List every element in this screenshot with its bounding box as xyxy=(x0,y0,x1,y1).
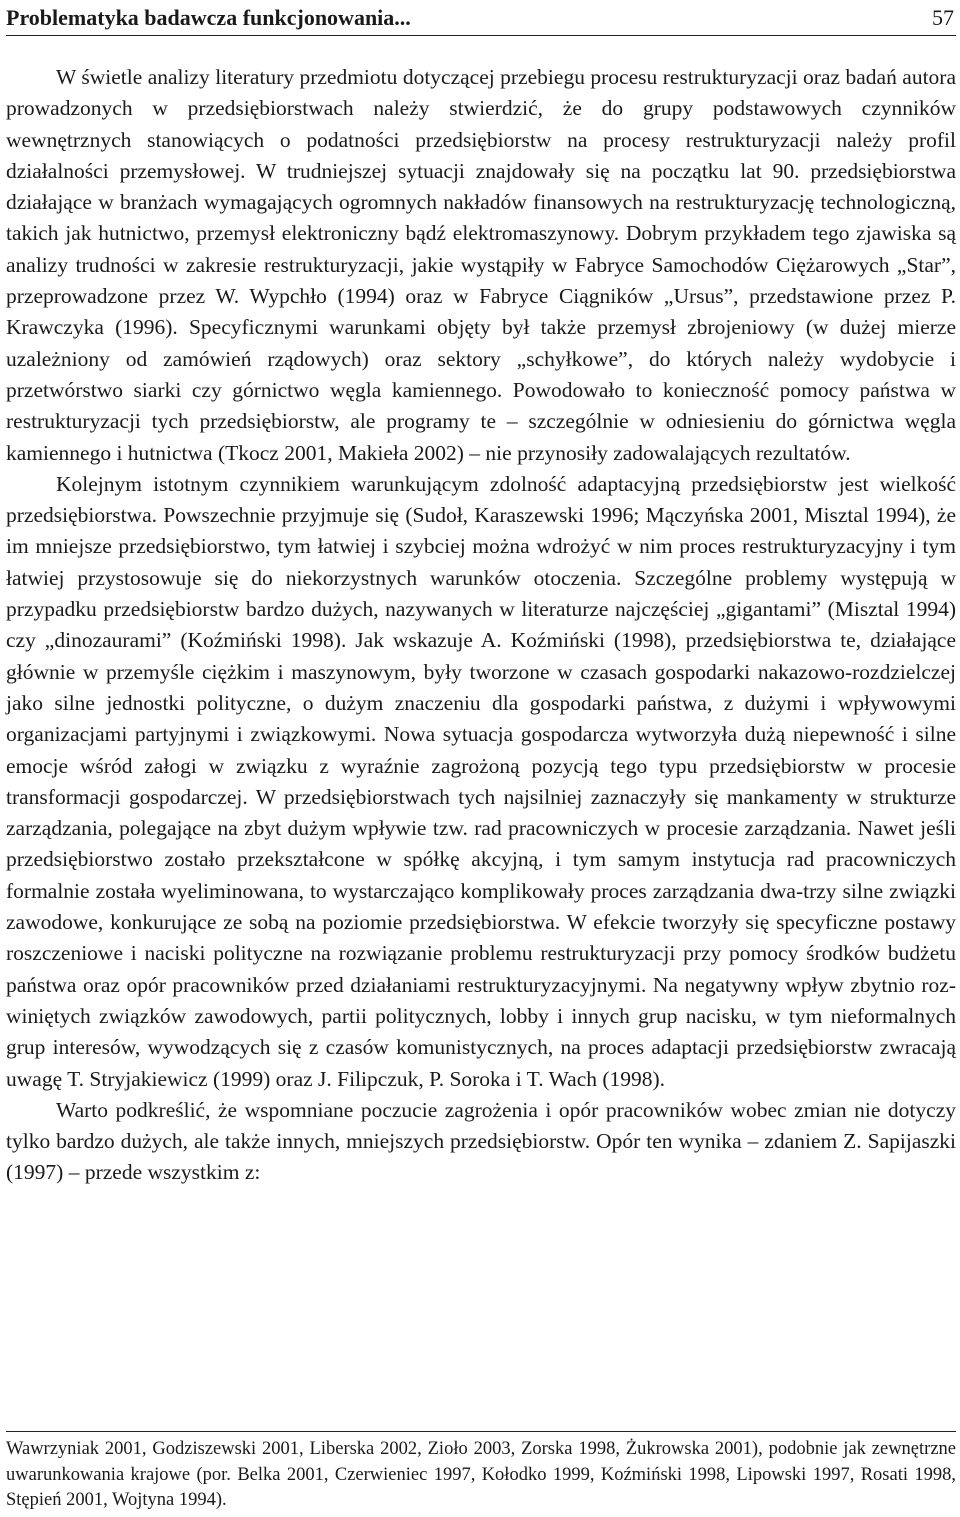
book-page xyxy=(6,0,956,1517)
paragraph-2: Kolejnym istotnym czynnikiem warunkującym zdolność adaptacyjną przedsiębiorstw jest wielkość przedsiębiorstwa. Powszechnie przyjmuje się (Sudoł, Karaszewski 1996; Mączyńska 2001, Misztal 1994), że im mniejsze przedsiębiorstwo, tym łatwiej i szybciej można wdrożyć w nim proces restrukturyzacyjny i tym łatwiej przystosowuje się do niekorzystnych warunków otoczenia. Szczególne problemy występują w przypadku przedsiębiorstw bardzo dużych, nazywanych w literaturze najczęściej „gigantami” (Misztal 1994) czy „dinozaurami” (Koźmiński 1998). Jak wskazuje A. Koźmiński (1998), przedsiębiorstwa te, działające głównie w przemyśle ciężkim i maszynowym, były tworzone w czasach gospodarki nakazowo-rozdzielczej jako silne jednostki polityczne, o dużym znaczeniu dla gospodarki państwa, z dużymi i wpływowymi organizacjami partyjnymi i związkowymi. Nowa sytuacja gospodarcza wytworzyła dużą niepewność i silne emocje wśród załogi w związku z wyraźnie zagrożoną pozycją tego typu przedsiębiorstw w procesie transformacji gospodarczej. W przedsiębiorstwach tych najsilniej zaznaczyły się mankamenty w strukturze zarządzania, polegające na zbyt dużym wpływie tzw. rad pracowniczych w procesie zarządzania. Nawet jeśli przedsiębiorstwo zostało przekształcone w spółkę akcyjną, i tym samym instytucja rad pracowniczych formalnie została wyeliminowana, to wystarczająco komplikowały proces zarządzania dwa-trzy silne związki zawodowe, konkurujące ze sobą na poziomie przedsiębiorstwa. W efekcie tworzyły się specyficzne postawy roszczeniowe i naciski polityczne na rozwiązanie problemu restrukturyzacji przy pomocy środków budżetu państwa oraz opór pracowników przed działaniami restrukturyzacyjnymi. Na negatywny wpływ zbytnio rozwiniętych związków zawodowych, partii politycznych, lobby i innych grup nacisku, w tym nieformalnych grup interesów, wywodzących się z czasów komunistycznych, na proces adaptacji przedsiębiorstw zwracają uwagę T. Stryjakiewicz (1999) oraz J. Filipczuk, P. Soroka i T. Wach (1998). xyxy=(6,471,956,1091)
paragraph-3: Warto podkreślić, że wspomniane poczucie zagrożenia i opór pracowników wobec zmian nie dotyczy tylko bardzo dużych, ale także innych, mniejszych przedsiębiorstw. Opór ten wynika – zdaniem Z. Sapijaszki (1997) – przede wszystkim z: xyxy=(6,1097,956,1185)
footnote-divider xyxy=(6,1431,956,1432)
body-text xyxy=(6,62,956,1189)
running-header xyxy=(6,0,956,36)
page-number: 57 xyxy=(932,5,954,30)
footnote-text: Wawrzyniak 2001, Godziszewski 2001, Liberska 2002, Zioło 2003, Zorska 1998, Żukrowska 2001), podobnie jak zewnętrzne uwarunkowania krajowe (por. Belka 2001, Czerwieniec 1997, Kołodko 1999, Koźmiński 1998, Lipowski 1997, Rosati 1998, Stępień 2001, Wojtyna 1994). xyxy=(6,1439,956,1510)
paragraph-1: W świetle analizy literatury przedmiotu dotyczącej przebiegu procesu restrukturyzacji oraz badań autora prowadzonych w przedsiębiorstwach należy stwierdzić, że do grupy podstawowych czynników wewnętrznych stanowiących o podatności przedsiębiorstw na procesy restrukturyzacji należy profil działalności przemysłowej. W trudniejszej sytuacji znajdowały się na początku lat 90. przedsiębiorstwa działające w branżach wymagających ogromnych nakładów finansowych na restrukturyzację technologiczną, takich jak hutnictwo, przemysł elektroniczny bądź elektromaszynowy. Dobrym przykładem tego zjawiska są analizy trudności w zakresie restrukturyzacji, jakie wystąpiły w Fabryce Samochodów Ciężarowych „Star”, przeprowadzone przez W. Wypchło (1994) oraz w Fabryce Ciągników „Ursus”, przedstawione przez P. Krawczyka (1996). Specyficznymi warunkami objęty był także przemysł zbrojeniowy (w dużej mierze uzależniony od zamówień rządowych) oraz sektory „schyłkowe”, do których należy wydobycie i przetwórstwo siarki czy górnictwo węgla kamiennego. Powodowało to konieczność pomocy państwa w restrukturyzacji tych przedsiębiorstw, ale programy te – szczególnie w odniesieniu do górnictwa węgla kamiennego i hutnictwa (Tkocz 2001, Makieła 2002) – nie przynosiły zadowalających rezultatów. xyxy=(6,65,956,465)
running-title: Problematyka badawcza funkcjonowania... xyxy=(6,5,411,30)
